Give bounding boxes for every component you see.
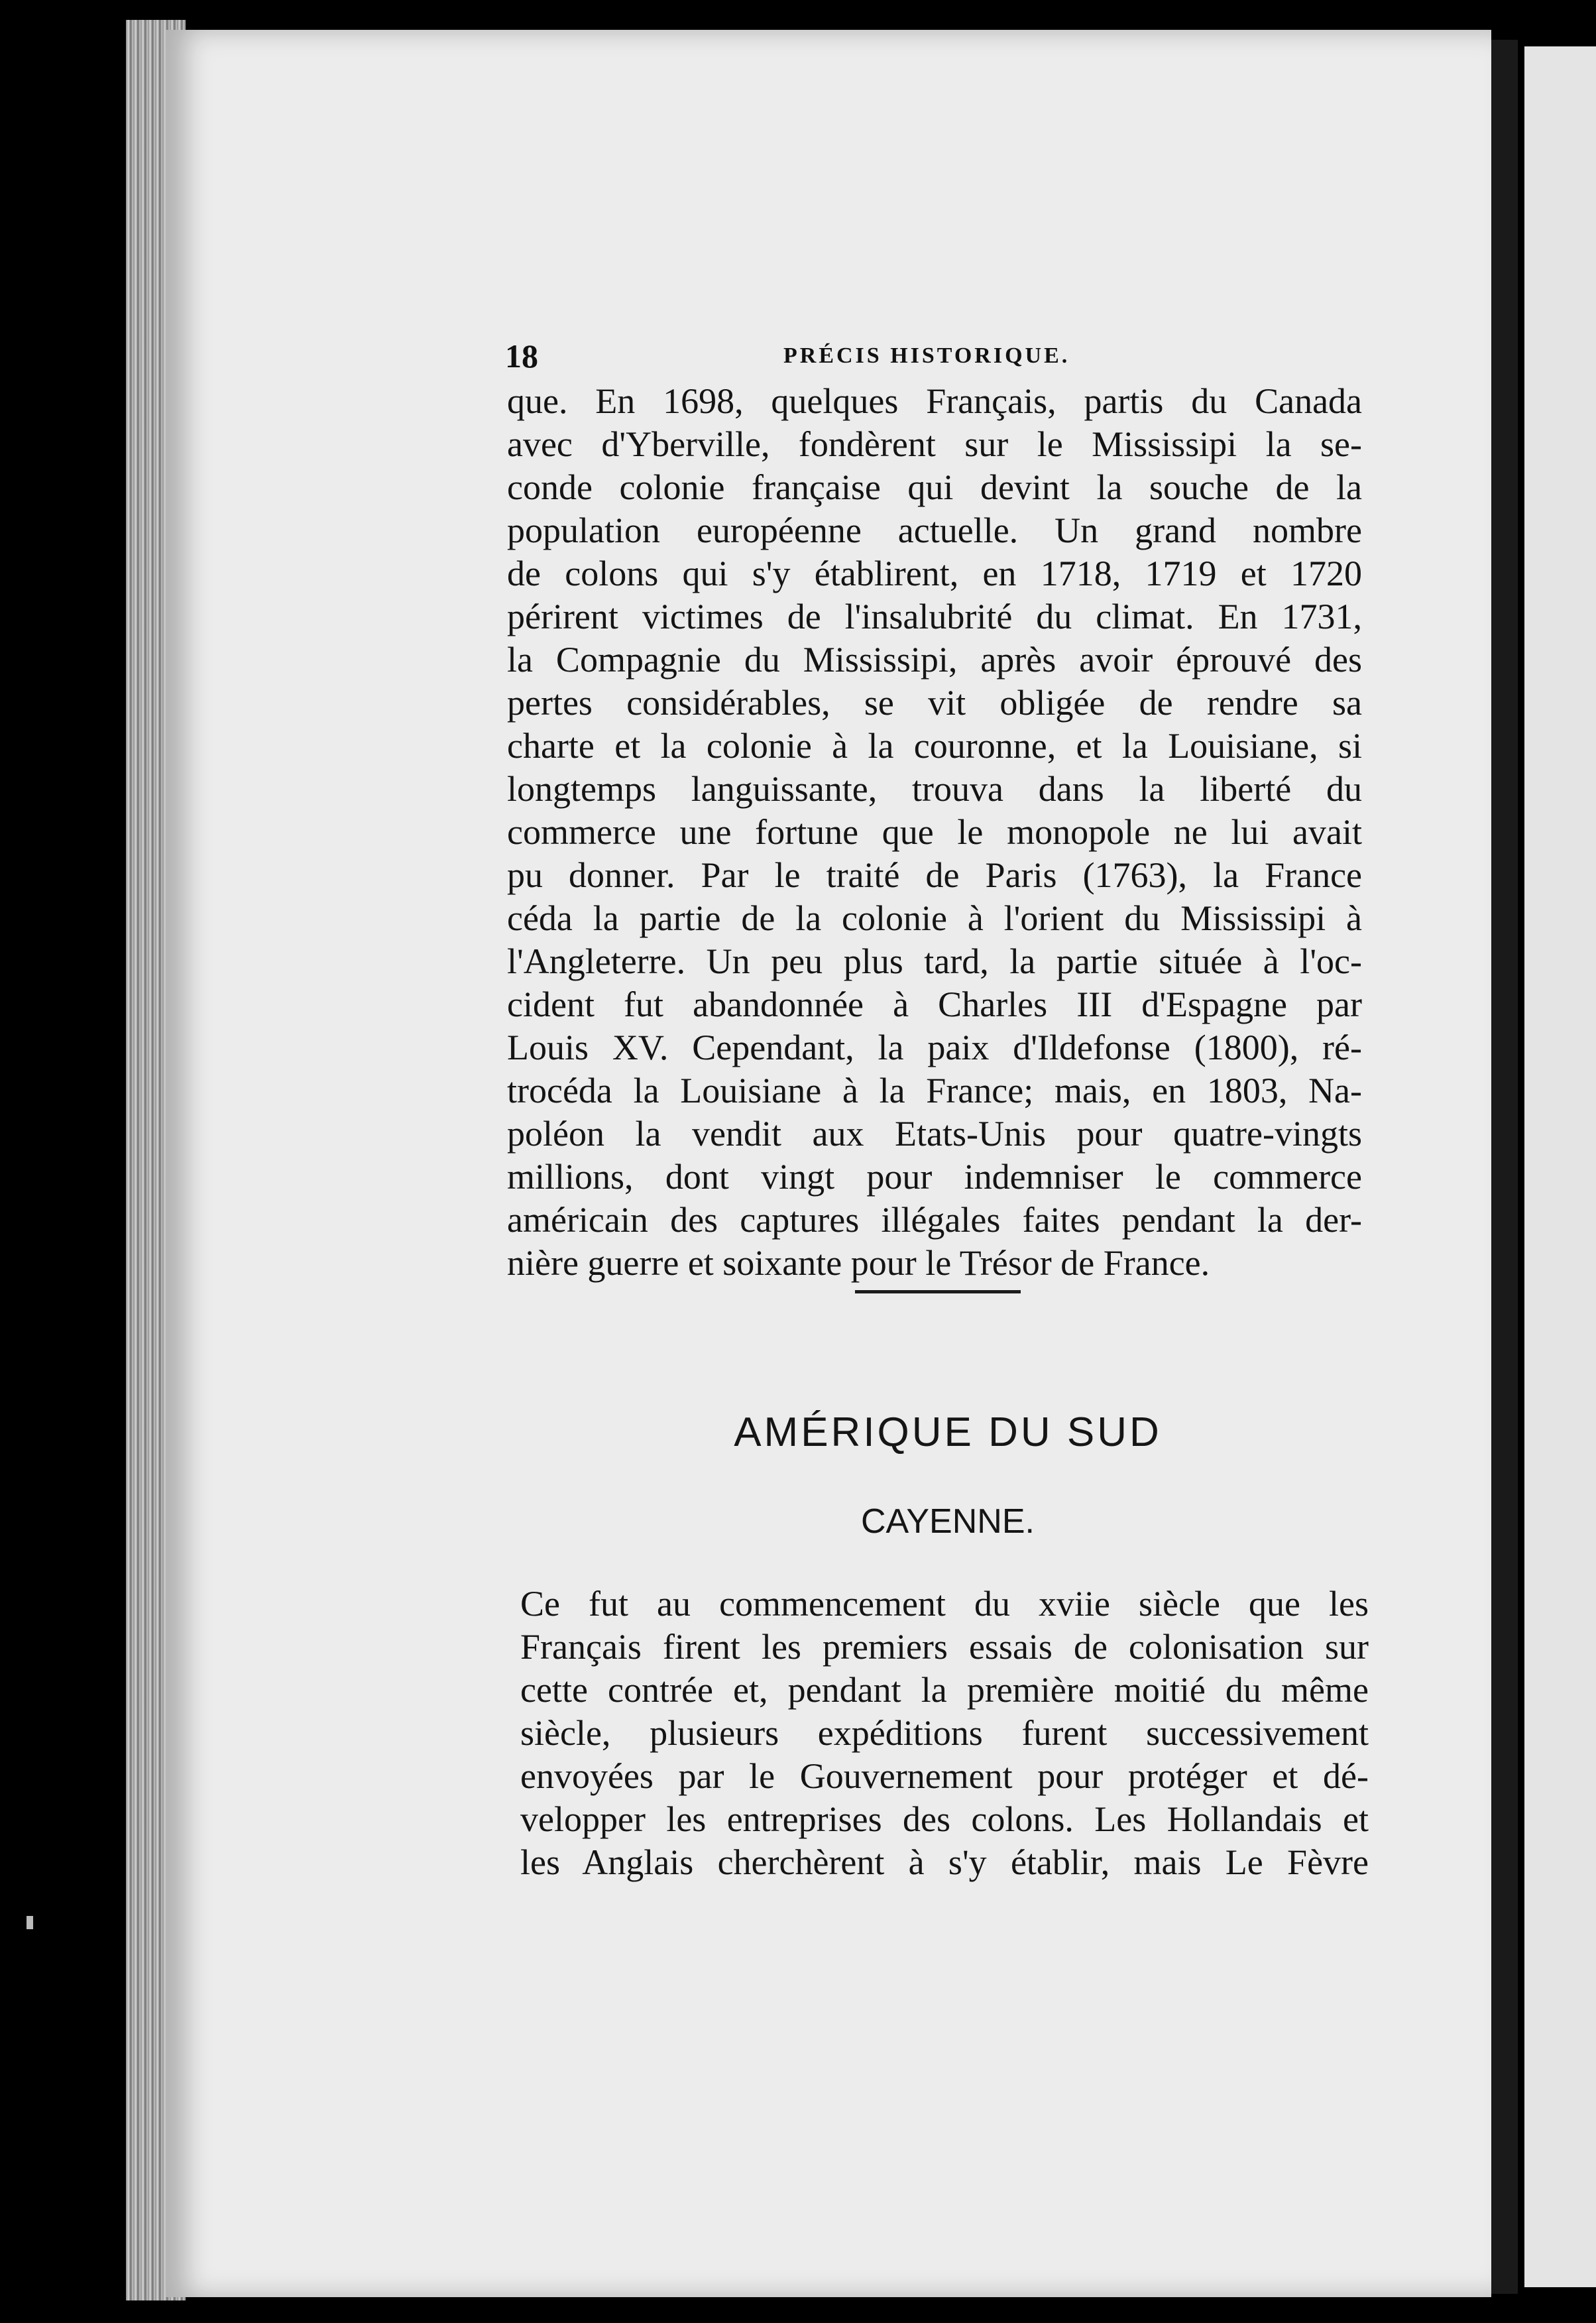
running-head — [505, 337, 1387, 377]
text-line: avec d'Yberville, fondèrent sur le Mississipi la se- — [507, 424, 1362, 464]
section-divider-rule — [855, 1290, 1021, 1293]
text-line: poléon la vendit aux Etats-Unis pour quatre-vingts — [507, 1114, 1362, 1154]
body-paragraph-cayenne — [520, 1582, 1369, 1884]
text-line: pertes considérables, se vit obligée de rendre sa — [507, 683, 1362, 723]
text-line: charte et la colonie à la couronne, et la Louisiane, si — [507, 726, 1362, 766]
text-line: trocéda la Louisiane à la France; mais, en 1803, Na- — [507, 1071, 1362, 1110]
text-line: cette contrée et, pendant la première moitié du même — [520, 1670, 1369, 1710]
text-line: population européenne actuelle. Un grand nombre — [507, 510, 1362, 550]
text-line: céda la partie de la colonie à l'orient du Mississipi à — [507, 898, 1362, 938]
section-title: AMÉRIQUE DU SUD — [734, 1409, 1162, 1455]
text-line: siècle, plusieurs expéditions furent successivement — [520, 1713, 1369, 1753]
text-line: velopper les entreprises des colons. Les Hollandais et — [520, 1799, 1369, 1839]
text-line: envoyées par le Gouvernement pour protéger et dé- — [520, 1756, 1369, 1796]
text-line: périrent victimes de l'insalubrité du climat. En 1731, — [507, 597, 1362, 636]
text-line: de colons qui s'y établirent, en 1718, 1719 et 1720 — [507, 554, 1362, 593]
text-line: les Anglais cherchèrent à s'y établir, mais Le Fèvre — [520, 1842, 1369, 1882]
text-line: Français firent les premiers essais de colonisation sur — [520, 1627, 1369, 1667]
text-line: que. En 1698, quelques Français, partis du Canada — [507, 381, 1362, 421]
text-line: l'Angleterre. Un peu plus tard, la partie située à l'oc- — [507, 941, 1362, 981]
text-line: la Compagnie du Mississipi, après avoir éprouvé des — [507, 640, 1362, 680]
scan-speck — [27, 1916, 33, 1929]
text-line: cident fut abandonnée à Charles III d'Espagne par — [507, 984, 1362, 1024]
text-line: millions, dont vingt pour indemniser le commerce — [507, 1157, 1362, 1197]
page-number: 18 — [505, 337, 538, 375]
body-paragraph-louisiane — [507, 380, 1362, 1285]
text-line: américain des captures illégales faites pendant la der- — [507, 1200, 1362, 1240]
text-line: nière guerre et soixante pour le Trésor de France. — [507, 1243, 1210, 1283]
text-line: pu donner. Par le traité de Paris (1763), la France — [507, 855, 1362, 895]
book-gutter — [1491, 40, 1518, 2294]
text-line: longtemps languissante, trouva dans la liberté du — [507, 769, 1362, 809]
text-line: commerce une fortune que le monopole ne lui avait — [507, 812, 1362, 852]
running-head-title: PRÉCIS HISTORIQUE. — [783, 343, 1070, 368]
subsection-title: CAYENNE. — [861, 1502, 1035, 1541]
text-line: Louis XV. Cependant, la paix d'Ildefonse (1800), ré- — [507, 1028, 1362, 1067]
text-line: conde colonie française qui devint la souche de la — [507, 467, 1362, 507]
text-line: Ce fut au commencement du xviie siècle que les — [520, 1584, 1369, 1624]
facing-page-edge — [1524, 46, 1596, 2287]
